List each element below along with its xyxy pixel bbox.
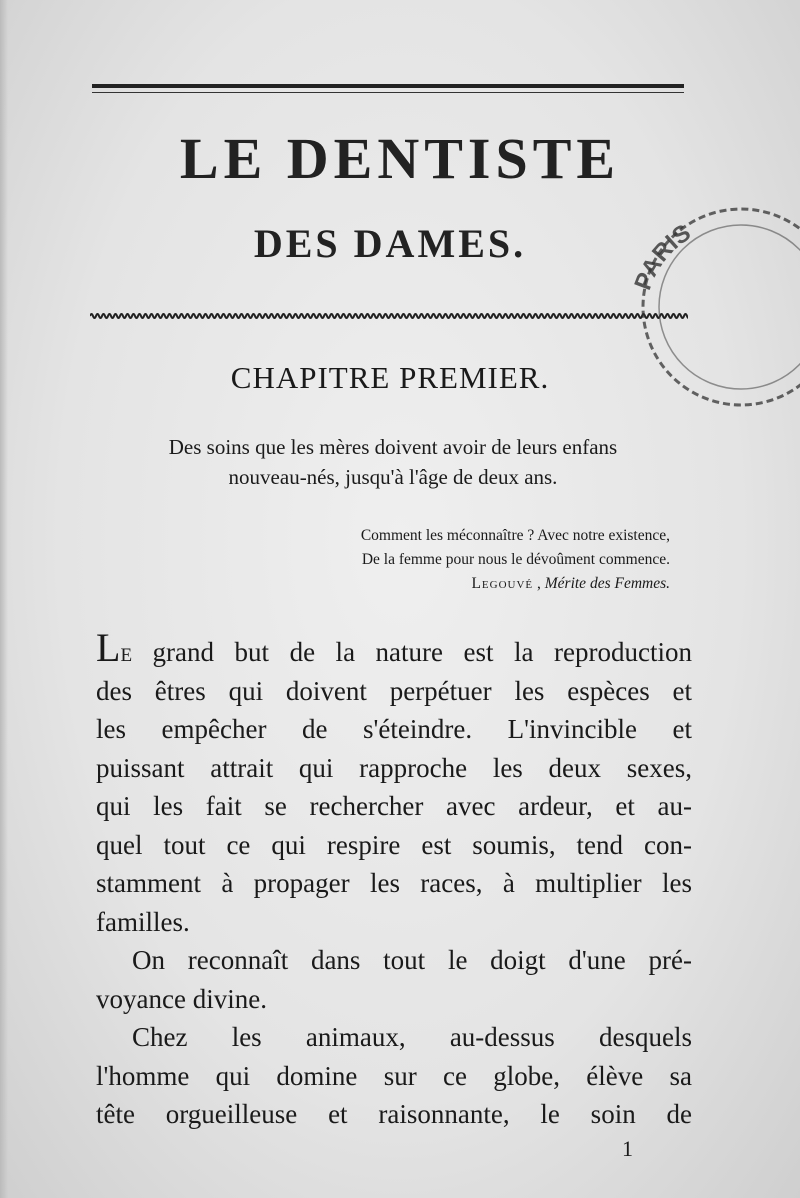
stamp-text: PARIS bbox=[629, 219, 696, 294]
chapter-subtitle-line1: Des soins que les mères doivent avoir de leurs enfans bbox=[168, 435, 618, 459]
epigraph-work: Mérite des Femmes. bbox=[544, 575, 670, 592]
chapter-heading: CHAPITRE PREMIER. bbox=[230, 360, 550, 395]
body-line: On reconnaît dans tout le doigt d'une pré- bbox=[132, 945, 692, 975]
body-line: voyance divine. bbox=[96, 983, 267, 1014]
drop-cap: L bbox=[96, 625, 121, 670]
chapter-subtitle-line2: nouveau-nés, jusqu'à l'âge de deux ans. bbox=[228, 465, 558, 489]
epigraph-author: Legouvé bbox=[471, 575, 534, 592]
top-rule-thick bbox=[92, 84, 684, 88]
top-rule-thin bbox=[92, 92, 684, 93]
chapter-subtitle bbox=[88, 432, 698, 492]
epigraph-separator: , bbox=[533, 575, 545, 592]
epigraph-line1: Comment les méconnaître ? Avec notre existence, bbox=[360, 527, 670, 544]
book-title-line2: DES DAMES. bbox=[253, 221, 527, 266]
body-line: des êtres qui doivent perpétuer les espèces et bbox=[96, 675, 692, 706]
library-stamp bbox=[616, 182, 800, 452]
body-line: familles. bbox=[96, 906, 190, 937]
body-line: stamment à propager les races, à multiplier les bbox=[96, 868, 692, 898]
epigraph-attribution bbox=[230, 572, 670, 596]
body-line: Chez les animaux, au-dessus desquels bbox=[132, 1022, 692, 1052]
ornamental-wavy-rule bbox=[90, 311, 688, 321]
body-line bbox=[96, 625, 692, 672]
body-line: tête orgueilleuse et raisonnante, le soin de bbox=[96, 1099, 692, 1129]
body-line: l'homme qui domine sur ce globe, élève sa bbox=[96, 1060, 692, 1091]
drop-cap-rest: e bbox=[120, 637, 133, 667]
body-line: les empêcher de s'éteindre. L'invincible et bbox=[96, 714, 692, 744]
body-line-text: grand but de la nature est la reproduction bbox=[132, 637, 692, 667]
body-line: puissant attrait qui rapproche les deux sexes, bbox=[96, 752, 692, 783]
book-title-line1: LE DENTISTE bbox=[179, 126, 621, 191]
epigraph bbox=[230, 524, 670, 596]
body-line: quel tout ce qui respire est soumis, tend con- bbox=[96, 829, 692, 860]
body-text bbox=[96, 625, 692, 1134]
page-number: 1 bbox=[622, 1136, 633, 1161]
epigraph-line2: De la femme pour nous le dévoûment commence. bbox=[361, 551, 670, 568]
body-line: qui les fait se rechercher avec ardeur, et au- bbox=[96, 791, 692, 821]
